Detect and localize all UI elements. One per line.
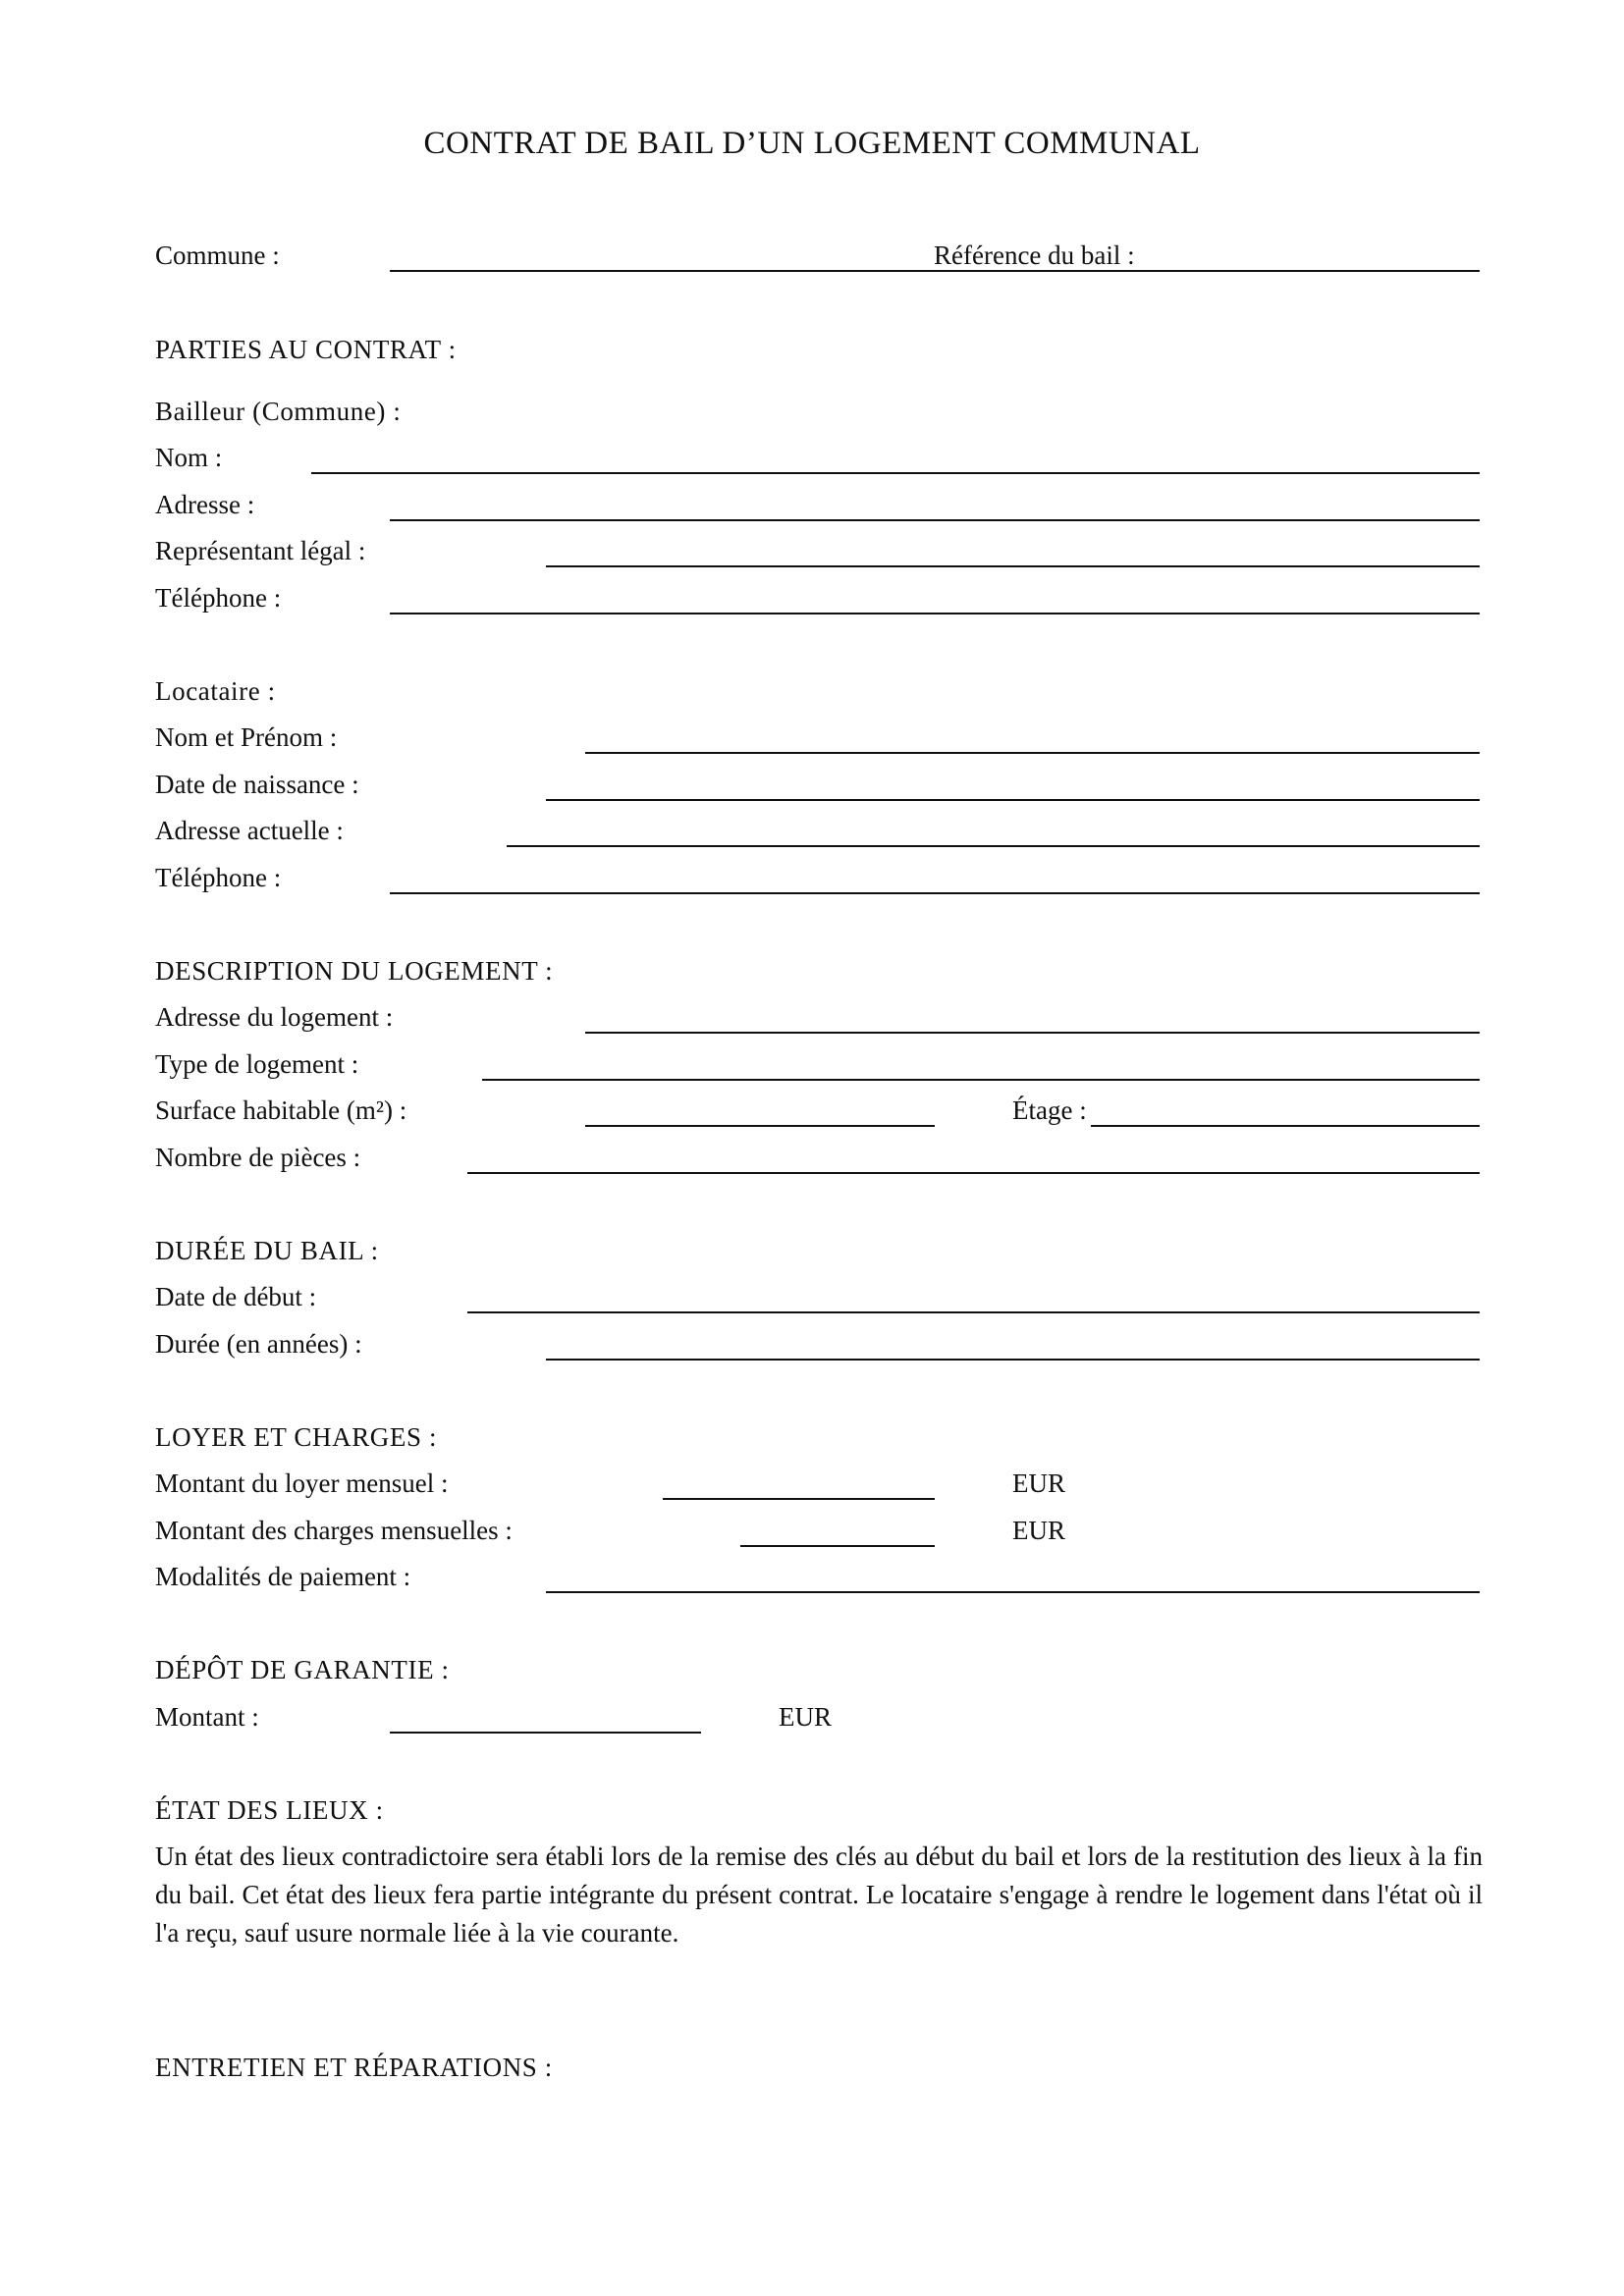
entretien-heading: ENTRETIEN ET RÉPARATIONS : [155,2053,553,2082]
charges-unit: EUR [1012,1516,1065,1545]
bailleur-adresse-field[interactable] [390,519,1480,521]
charges-montant-field[interactable] [740,1545,935,1547]
logement-surface-field[interactable] [585,1125,935,1127]
logement-heading: DESCRIPTION DU LOGEMENT : [155,956,554,986]
bailleur-adresse-label: Adresse : [155,490,255,519]
depot-montant-field[interactable] [390,1732,701,1734]
depot-montant-label: Montant : [155,1702,259,1732]
locataire-naissance-label: Date de naissance : [155,770,359,799]
etat-heading: ÉTAT DES LIEUX : [155,1795,384,1825]
bailleur-representant-label: Représentant légal : [155,536,366,565]
depot-unit: EUR [779,1702,832,1732]
duree-debut-label: Date de début : [155,1282,317,1311]
loyer-unit: EUR [1012,1468,1065,1498]
bailleur-telephone-label: Téléphone : [155,583,282,613]
logement-type-field[interactable] [482,1079,1480,1081]
depot-heading: DÉPÔT DE GARANTIE : [155,1655,450,1684]
loyer-montant-field[interactable] [663,1498,935,1500]
loyer-heading: LOYER ET CHARGES : [155,1422,438,1452]
locataire-nom-field[interactable] [585,752,1480,754]
logement-adresse-field[interactable] [585,1032,1480,1034]
loyer-montant-label: Montant du loyer mensuel : [155,1468,449,1498]
duree-debut-field[interactable] [467,1311,1480,1313]
bailleur-telephone-field[interactable] [390,613,1480,614]
locataire-naissance-field[interactable] [546,799,1480,801]
parties-heading: PARTIES AU CONTRAT : [155,335,457,364]
reference-label: Référence du bail : [934,240,1135,270]
logement-adresse-label: Adresse du logement : [155,1002,394,1032]
bailleur-nom-field[interactable] [311,472,1480,474]
document-title: CONTRAT DE BAIL D’UN LOGEMENT COMMUNAL [423,126,1201,161]
bailleur-representant-field[interactable] [546,565,1480,567]
commune-label: Commune : [155,240,280,270]
locataire-telephone-field[interactable] [390,892,1480,894]
bailleur-nom-label: Nom : [155,443,223,472]
locataire-telephone-label: Téléphone : [155,863,282,892]
duree-heading: DURÉE DU BAIL : [155,1236,379,1265]
logement-etage-label: Étage : [1012,1095,1087,1125]
locataire-adresse-field[interactable] [507,845,1480,847]
charges-montant-label: Montant des charges mensuelles : [155,1516,513,1545]
logement-type-label: Type de logement : [155,1049,359,1079]
logement-surface-label: Surface habitable (m²) : [155,1095,407,1125]
etat-paragraph: Un état des lieux contradictoire sera établi lors de la remise des clés au début du bail et lors de la restitution des lieux à la fin du bail. Cet état des lieux fera partie intégrante du présent contrat. Le locataire s'engage à rendre le logement dans l'état où il l'a reçu, sauf usure normale liée à la vie courante. [155,1842,1483,1948]
bailleur-heading: Bailleur (Commune) : [155,397,402,426]
modalites-label: Modalités de paiement : [155,1562,411,1591]
logement-pieces-field[interactable] [467,1172,1480,1174]
locataire-adresse-label: Adresse actuelle : [155,816,344,845]
locataire-nom-label: Nom et Prénom : [155,722,338,752]
logement-pieces-label: Nombre de pièces : [155,1143,361,1172]
modalites-field[interactable] [546,1591,1480,1593]
locataire-heading: Locataire : [155,676,276,706]
duree-annees-field[interactable] [546,1359,1480,1361]
duree-annees-label: Durée (en années) : [155,1329,362,1359]
logement-etage-field[interactable] [1091,1125,1480,1127]
